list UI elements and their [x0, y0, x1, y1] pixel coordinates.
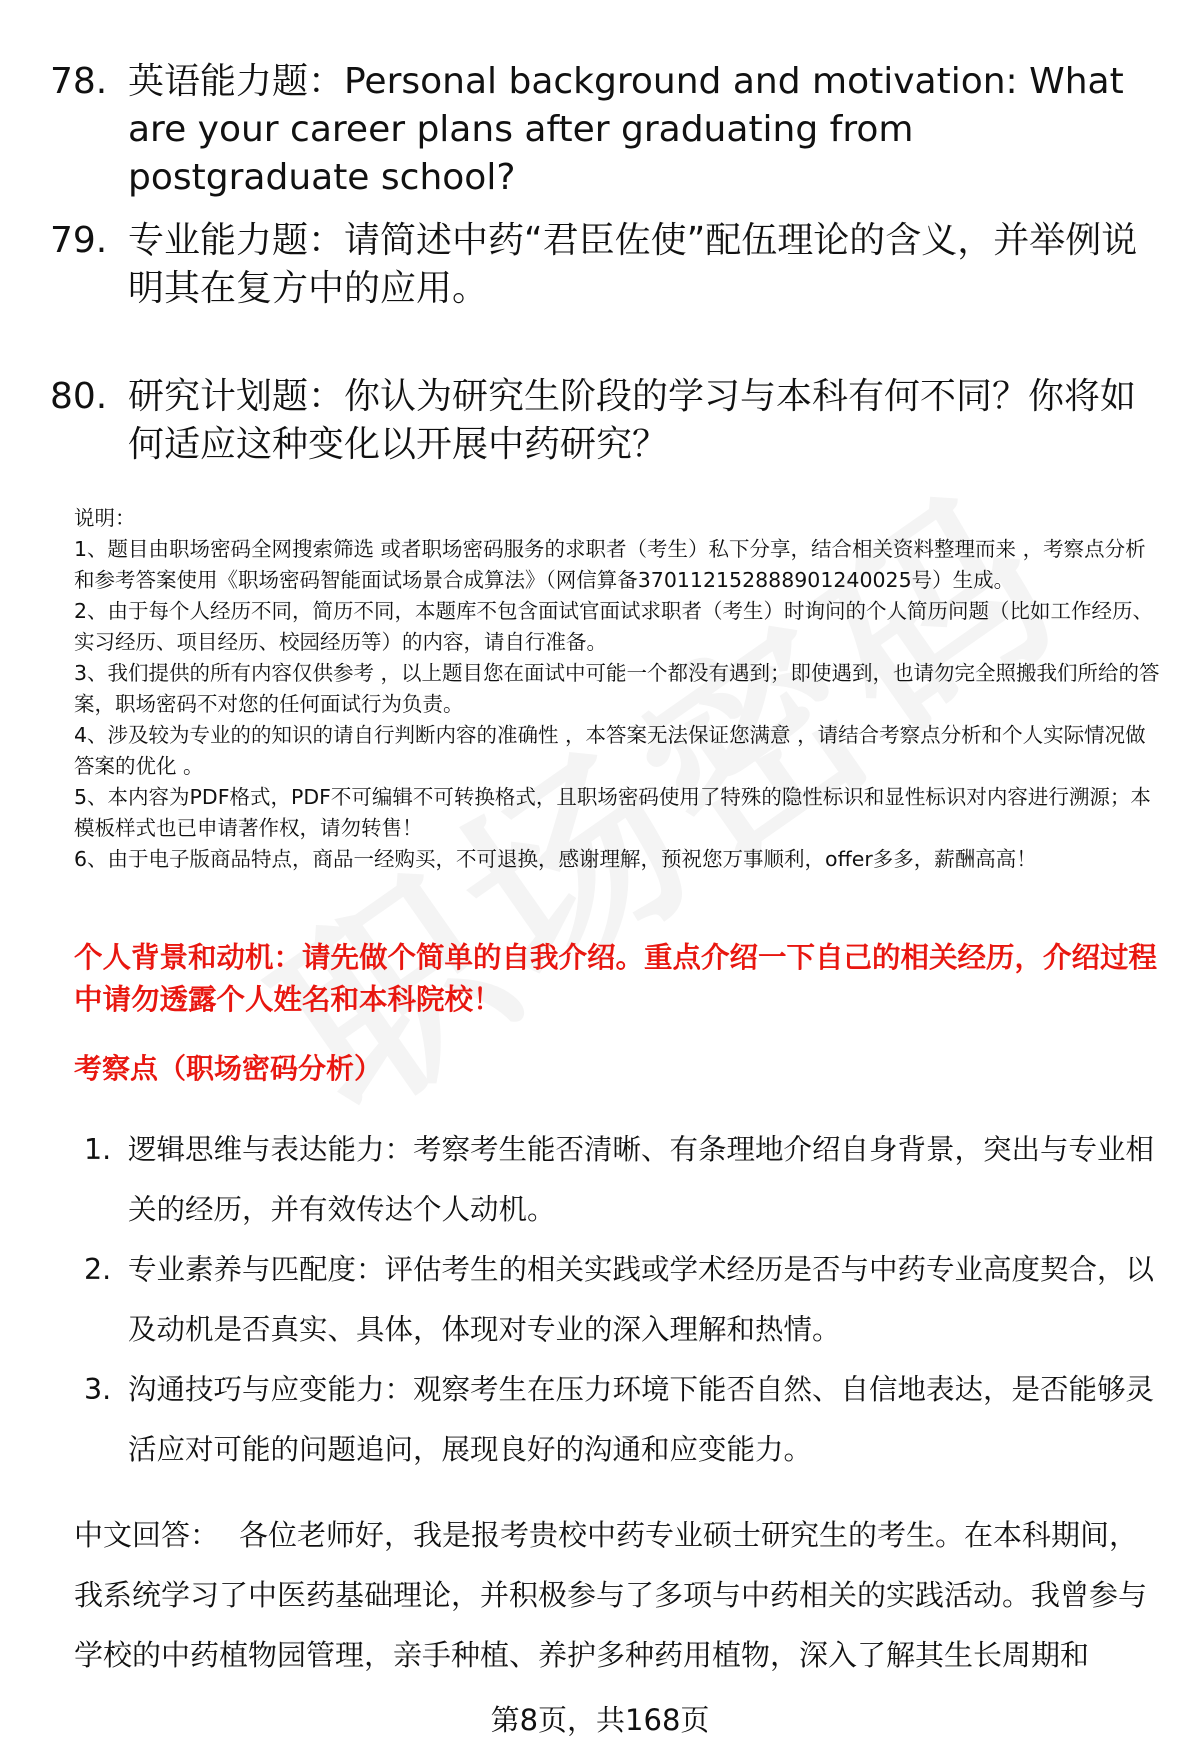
analysis-item — [84, 1360, 1154, 1480]
note-item: 4、涉及较为专业的的知识的请自行判断内容的准确性 ，本答案无法保证您满意 ，请结合考察点分析和个人实际情况做答案的优化 。 — [74, 723, 1146, 778]
page-footer: 第8页，共168页 — [490, 1703, 710, 1737]
analysis-text: 专业素养与匹配度：评估考生的相关实践或学术经历是否与中药专业高度契合，以及动机是否真实、具体，体现对专业的深入理解和热情。 — [128, 1253, 1155, 1346]
note-item: 6、由于电子版商品特点，商品一经购买，不可退换，感谢理解，预祝您万事顺利，offer多多，薪酬高高！ — [74, 847, 1037, 871]
question-number: 78. — [50, 61, 108, 102]
answer-label: 中文回答： — [74, 1518, 220, 1552]
analysis-item — [84, 1240, 1154, 1360]
answer-text: 各位老师好，我是报考贵校中药专业硕士研究生的考生。在本科期间，我系统学习了中医药基础理论，并积极参与了多项与中药相关的实践活动。我曾参与学校的中药植物园管理，亲手种植、养护多种药用植物，深入了解其生长周期和 — [74, 1518, 1148, 1672]
note-item: 3、我们提供的所有内容仅供参考 ，以上题目您在面试中可能一个都没有遇到；即使遇到，也请勿完全照搬我们所给的答案，职场密码不对您的任何面试行为负责。 — [74, 661, 1160, 716]
notes-title: 说明： — [74, 506, 136, 530]
question-text: 研究计划题：你认为研究生阶段的学习与本科有何不同？你将如何适应这种变化以开展中药研究？ — [128, 376, 1137, 465]
question-text: 英语能力题：Personal background and motivation: What are your career plans after graduating from postgraduate school? — [128, 61, 1124, 198]
question-80 — [50, 373, 1160, 469]
note-item: 2、由于每个人经历不同，简历不同，本题库不包含面试官面试求职者（考生）时询问的个人简历问题（比如工作经历、实习经历、项目经历、校园经历等）的内容，请自行准备。 — [74, 599, 1154, 654]
analysis-text: 逻辑思维与表达能力：考察考生能否清晰、有条理地介绍自身背景，突出与专业相关的经历，并有效传达个人动机。 — [128, 1133, 1155, 1226]
analysis-number: 3. — [84, 1373, 112, 1406]
analysis-list — [84, 1120, 1154, 1480]
question-78 — [50, 58, 1160, 202]
analysis-number: 2. — [84, 1253, 112, 1286]
question-79 — [50, 217, 1160, 313]
question-number: 79. — [50, 220, 108, 261]
note-item: 5、本内容为PDF格式，PDF不可编辑不可转换格式，且职场密码使用了特殊的隐性标识和显性标识对内容进行溯源；本模板样式也已申请著作权，请勿转售！ — [74, 785, 1151, 840]
answer-paragraph — [74, 1505, 1154, 1685]
notes-section — [74, 503, 1164, 875]
question-number: 80. — [50, 376, 108, 417]
analysis-text: 沟通技巧与应变能力：观察考生在压力环境下能否自然、自信地表达，是否能够灵活应对可能的问题追问，展现良好的沟通和应变能力。 — [128, 1373, 1155, 1466]
main-question-heading: 个人背景和动机：请先做个简单的自我介绍。重点介绍一下自己的相关经历，介绍过程中请勿透露个人姓名和本科院校！ — [74, 941, 1158, 1016]
question-text: 专业能力题：请简述中药“君臣佐使”配伍理论的含义，并举例说明其在复方中的应用。 — [128, 220, 1138, 309]
analysis-number: 1. — [84, 1133, 112, 1166]
note-item: 1、题目由职场密码全网搜索筛选 或者职场密码服务的求职者（考生）私下分享，结合相关资料整理而来 ，考察点分析和参考答案使用《职场密码智能面试场景合成算法》（网信算备370112152888901240025号）生成。 — [74, 537, 1146, 592]
analysis-heading: 考察点（职场密码分析） — [74, 1052, 383, 1085]
analysis-item — [84, 1120, 1154, 1240]
